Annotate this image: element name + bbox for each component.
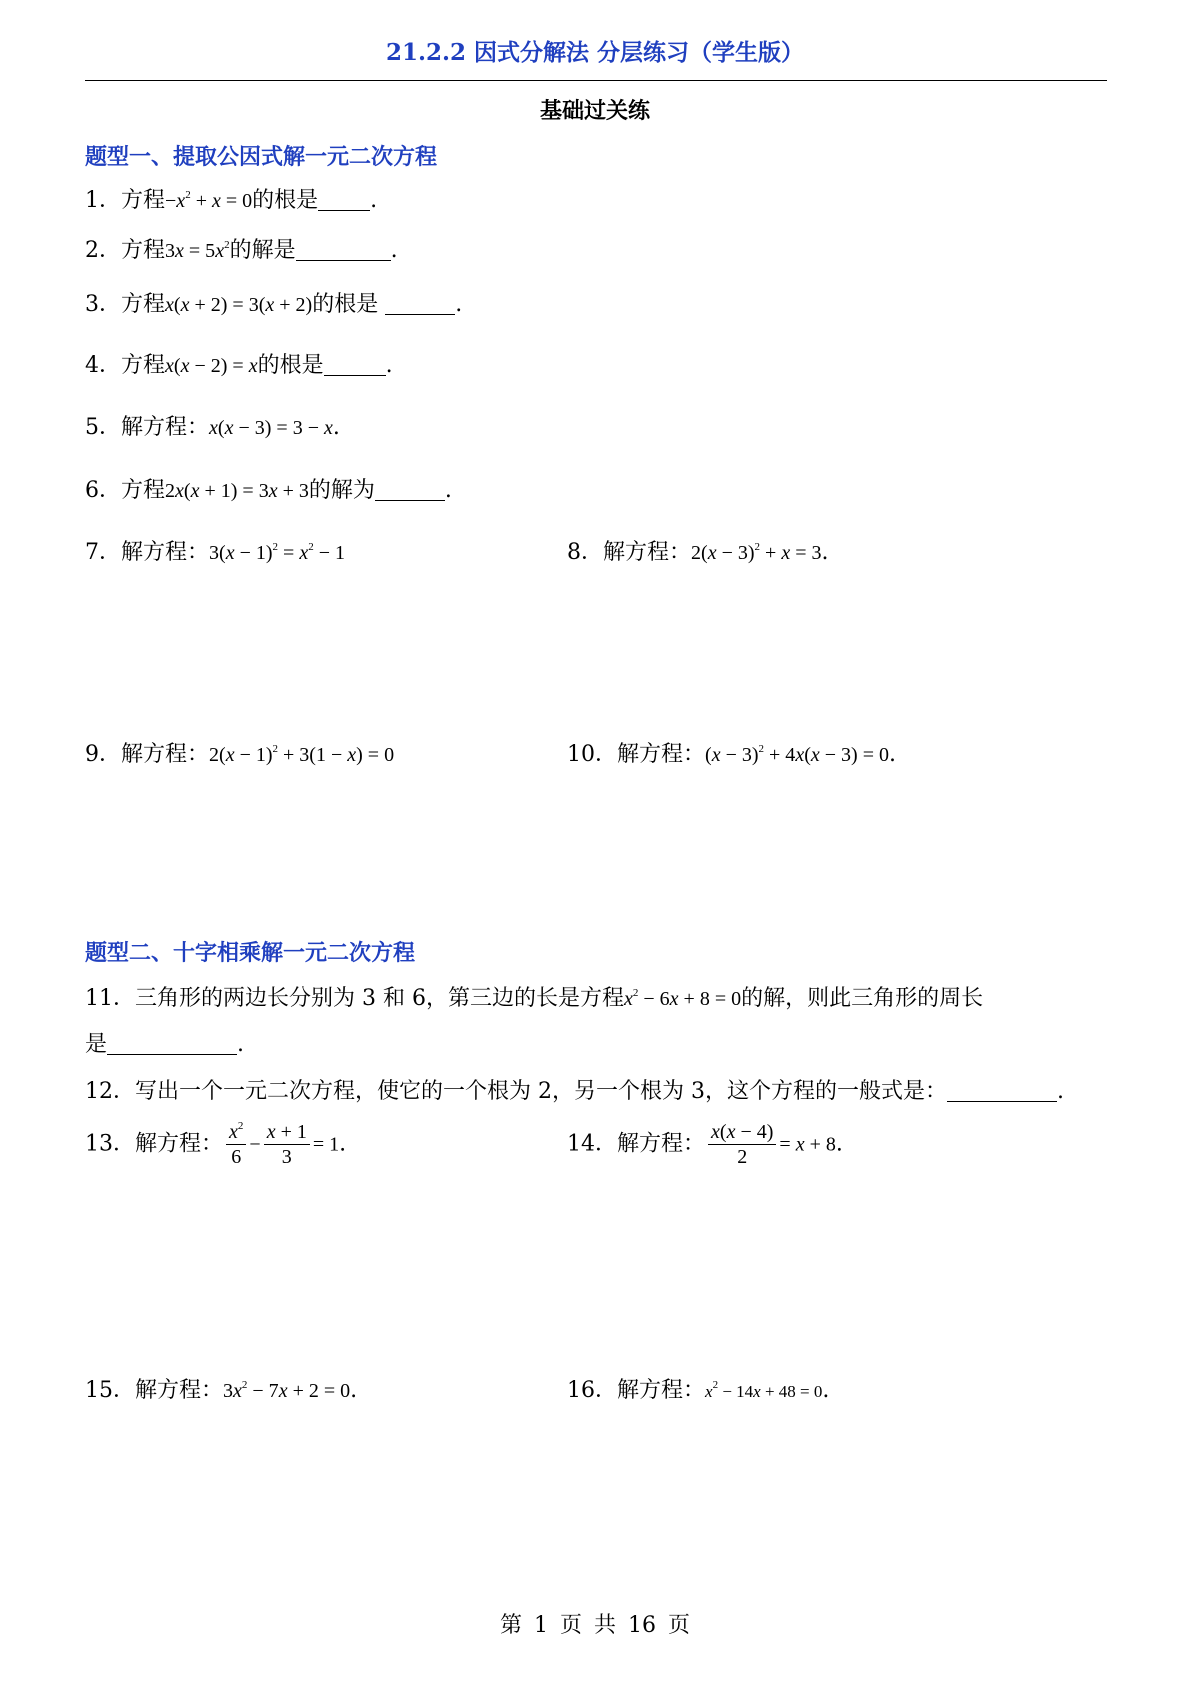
header-divider (85, 80, 1107, 81)
question-12: 12．写出一个一元二次方程，使它的一个根为 2，另一个根为 3，这个方程的一般式是： . (85, 1079, 1064, 1104)
answer-blank[interactable] (107, 1032, 237, 1055)
question-2: 2．方程$3x = 5x^2$的解是 . (85, 238, 398, 263)
equation: x(x − 3) = 3 − x (209, 417, 333, 439)
equation: $x^2 - 14x + 48 = 0$ (705, 1379, 823, 1401)
fraction: $\frac{x + 1}{3}$ (264, 1120, 310, 1169)
question-7: 7．解方程：$3(x - 1)^2 = x^2 - 1$ (85, 540, 345, 565)
equation: 2x(x + 1) = 3x + 3 (165, 480, 309, 502)
answer-blank[interactable] (385, 292, 455, 315)
equation: $(x - 3)^2 + 4x(x - 3) = 0$ (705, 743, 889, 766)
equation: $3x = 5x^2$ (165, 239, 230, 262)
question-4: 4．方程x(x − 2) = x的根是 . (85, 353, 393, 378)
equation: $2(x - 1)^2 + 3(1 - x) = 0$ (209, 743, 395, 766)
fraction: $\frac{x^2}{6}$ (226, 1120, 246, 1169)
question-10: 10．解方程：$(x - 3)^2 + 4x(x - 3) = 0$. (567, 742, 896, 767)
answer-blank[interactable] (947, 1079, 1057, 1102)
question-15: 15．解方程：$3x^2 - 7x + 2 = 0$. (85, 1378, 358, 1403)
answer-blank[interactable] (324, 353, 386, 376)
question-1: 1．方程$-x^2 + x = 0$的根是 . (85, 188, 378, 213)
question-13: 13．解方程： $\frac{x^2}{6}$ − $\frac{x + 1}{3}$ = 1. (85, 1120, 347, 1168)
question-11-continued: 是 . (85, 1032, 245, 1057)
fraction: $\frac{x(x - 4)}{2}$ (708, 1120, 776, 1169)
equation: x(x − 2) = x (165, 355, 258, 377)
section-heading: 基础过关练 (539, 98, 650, 124)
document-title: 21.2.2 因式分解法 分层练习（学生版） (385, 39, 805, 66)
question-5: 5．解方程：x(x − 3) = 3 − x. (85, 415, 340, 440)
question-16: 16．解方程：$x^2 - 14x + 48 = 0$. (567, 1378, 830, 1403)
question-type-1: 题型一、提取公因式解一元二次方程 (85, 144, 438, 170)
question-14: 14．解方程： $\frac{x(x - 4)}{2}$ = x + 8. (567, 1121, 843, 1168)
equation: $-x^2 + x = 0$ (165, 189, 253, 212)
question-3: 3．方程x(x + 2) = 3(x + 2)的根是 . (85, 292, 463, 317)
question-9: 9．解方程：$2(x - 1)^2 + 3(1 - x) = 0$ (85, 742, 395, 767)
equation: $2(x - 3)^2 + x = 3$ (691, 541, 822, 564)
question-type-2: 题型二、十字相乘解一元二次方程 (85, 940, 416, 966)
page-footer: 第 1 页 共 16 页 (499, 1613, 691, 1638)
question-11: 11．三角形的两边长分别为 3 和 6，第三边的长是方程$x^2 - 6x + 8 = 0$的解，则此三角形的周长 (85, 986, 984, 1011)
equation: $x^2 - 6x + 8 = 0$ (623, 987, 742, 1010)
question-6: 6．方程2x(x + 1) = 3x + 3的解为 . (85, 478, 452, 503)
equation: $3x^2 - 7x + 2 = 0$ (223, 1379, 351, 1402)
page-total: 16 (628, 1613, 657, 1638)
answer-blank[interactable] (296, 238, 391, 261)
question-8: 8．解方程：$2(x - 3)^2 + x = 3$. (567, 540, 829, 565)
page-number: 1 (533, 1613, 548, 1638)
equation: $3(x - 1)^2 = x^2 - 1$ (209, 541, 345, 564)
answer-blank[interactable] (318, 188, 370, 211)
answer-blank[interactable] (375, 478, 445, 501)
equation: x(x + 2) = 3(x + 2) (165, 294, 313, 316)
